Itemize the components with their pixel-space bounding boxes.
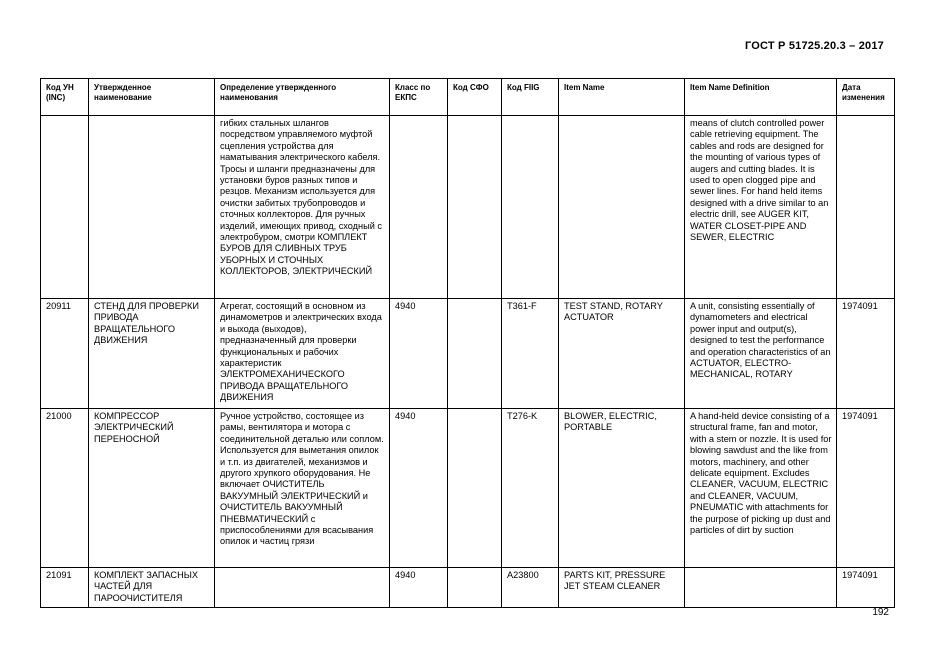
cell-sfo [448,409,502,568]
col-header-class: Класс по ЕКПС [390,79,448,116]
cell-fiig: T361-F [502,299,559,409]
cell-definition: Ручное устройство, состоящее из рамы, вентилятора и мотора с соединительной деталью или соплом. Используется для выметания опилок и т.п. из двигателей, механизмов и другого хрупкого оборудования. Не включает ОЧИСТИТЕЛЬ ВАКУУМНЫЙ ЭЛЕКТРИЧЕСКИЙ и ОЧИСТИТЕЛЬ ВАКУУМНЫЙ ПНЕВМАТИЧЕСКИЙ с приспособлениями для всасывания опилок и частиц грязи [215,409,390,568]
cell-item-name: PARTS KIT, PRESSURE JET STEAM CLEANER [559,568,685,608]
cell-class: 4940 [390,409,448,568]
standard-designation: ГОСТ Р 51725.20.3 – 2017 [744,40,884,52]
cell-date [837,116,895,299]
col-header-sfo: Код СФО [448,79,502,116]
table-row [41,299,895,409]
cell-class: 4940 [390,568,448,608]
col-header-definition: Определение утвержденного наименования [215,79,390,116]
cell-item-name: BLOWER, ELECTRIC, PORTABLE [559,409,685,568]
col-header-fiig: Код FIIG [502,79,559,116]
cell-item-definition: A unit, consisting essentially of dynamometers and electrical power input and output(s), designed to test the performance and operation characteristics of an ACTUATOR, ELECTRO-MECHANICAL, ROTARY [685,299,837,409]
cell-class: 4940 [390,299,448,409]
cell-sfo [448,299,502,409]
col-header-inc: Код УН (INC) [41,79,89,116]
cell-inc: 21000 [41,409,89,568]
cell-name: КОМПРЕССОР ЭЛЕКТРИЧЕСКИЙ ПЕРЕНОСНОЙ [89,409,215,568]
cell-fiig: A23800 [502,568,559,608]
col-header-date: Дата изменения [837,79,895,116]
cell-name: КОМПЛЕКТ ЗАПАСНЫХ ЧАСТЕЙ ДЛЯ ПАРООЧИСТИТЕЛЯ [89,568,215,608]
cell-inc: 20911 [41,299,89,409]
cell-class [390,116,448,299]
cell-fiig: T276-K [502,409,559,568]
page-number: 192 [872,607,889,618]
cell-inc [41,116,89,299]
col-header-item-definition: Item Name Definition [685,79,837,116]
cell-fiig [502,116,559,299]
cell-date: 1974091 [837,568,895,608]
cell-inc: 21091 [41,568,89,608]
cell-item-name [559,116,685,299]
cell-date: 1974091 [837,409,895,568]
cell-sfo [448,568,502,608]
col-header-name: Утвержденное наименование [89,79,215,116]
table-header-row [41,79,895,116]
cell-definition: Агрегат, состоящий в основном из динамометров и электрических входа и выхода (выходов), предназначенный для проверки функциональных и рабочих характеристик ЭЛЕКТРОМЕХАНИЧЕСКОГО ПРИВОДА ВРАЩАТЕЛЬНОГО ДВИЖЕНИЯ [215,299,390,409]
catalog-table [40,78,895,608]
cell-item-definition: A hand-held device consisting of a structural frame, fan and motor, with a stem or nozzle. It is used for blowing sawdust and the like from motors, machinery, and other delicate equipment. Excludes CLEANER, VACUUM, ELECTRIC and CLEANER, VACUUM, PNEUMATIC with attachments for the purpose of picking up dust and particles of dirt by suction [685,409,837,568]
cell-date: 1974091 [837,299,895,409]
cell-definition: гибких стальных шлангов посредством управляемого муфтой сцепления устройства для наматывания электрического кабеля. Тросы и шланги предназначены для установки буров разных типов и резцов. Механизм используется для очистки забитых трубопроводов и сточных коллекторов. Для ручных изделий, имеющих привод, сходный с электробуром, смотри КОМПЛЕКТ БУРОВ ДЛЯ СЛИВНЫХ ТРУБ УБОРНЫХ И СТОЧНЫХ КОЛЛЕКТОРОВ, ЭЛЕКТРИЧЕСКИЙ [215,116,390,299]
cell-item-definition [685,568,837,608]
table-row [41,568,895,608]
cell-item-name: TEST STAND, ROTARY ACTUATOR [559,299,685,409]
col-header-item-name: Item Name [559,79,685,116]
table-row [41,409,895,568]
cell-definition [215,568,390,608]
cell-sfo [448,116,502,299]
cell-name: СТЕНД ДЛЯ ПРОВЕРКИ ПРИВОДА ВРАЩАТЕЛЬНОГО ДВИЖЕНИЯ [89,299,215,409]
cell-item-definition: means of clutch controlled power cable retrieving equipment. The cables and rods are designed for the mounting of various types of augers and cutting blades. It is used to open clogged pipe and sewer lines. For hand held items designed with a drive similar to an electric drill, see AUGER KIT, WATER CLOSET-PIPE AND SEWER, ELECTRIC [685,116,837,299]
cell-name [89,116,215,299]
table-row [41,116,895,299]
